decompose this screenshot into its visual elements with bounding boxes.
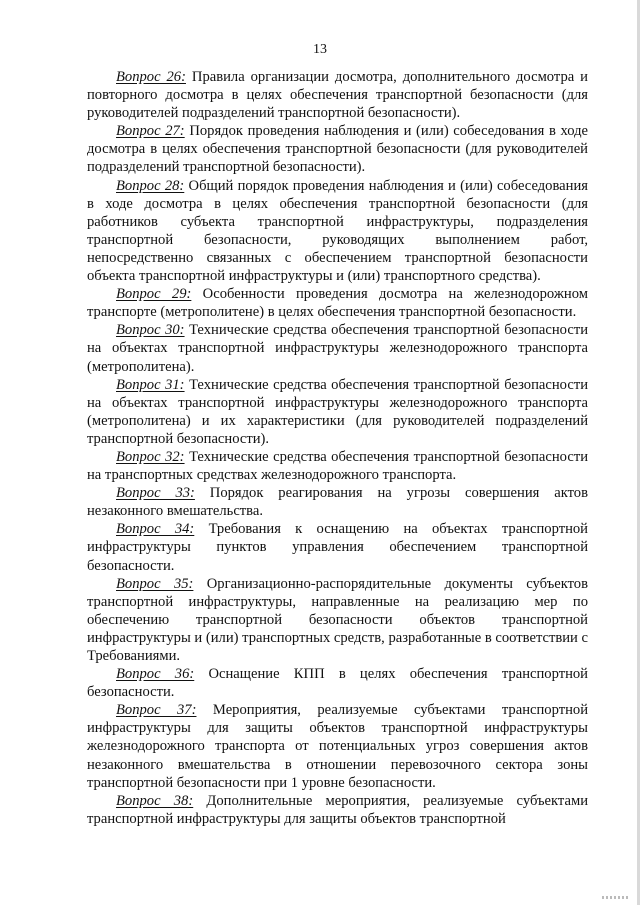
question-text: Мероприятия, реализуемые субъектами транспортной инфраструктуры для защиты объектов транспортной инфраструктуры железнодорожного транспорта от потенциальных угроз совершения актов незаконного вмешательства в отношении перевозочного сектора зоны транспортной безопасности при 1 уровне безопасности. [87, 702, 589, 791]
question-34 [87, 520, 588, 574]
question-26 [87, 68, 588, 122]
question-label: Вопрос 34: [116, 521, 195, 538]
question-text: Оснащение КПП в целях обеспечения транспортной безопасности. [87, 666, 588, 701]
question-37 [87, 701, 588, 791]
question-label: Вопрос 36: [116, 666, 195, 683]
question-text: Правила организации досмотра, дополнительного досмотра и повторного досмотра в целях обеспечения транспортной безопасности (для руководителей подразделений транспортной безопасности). [87, 69, 588, 122]
question-label: Вопрос 35: [116, 575, 194, 592]
question-label: Вопрос 27: [116, 123, 185, 140]
question-29 [87, 285, 588, 321]
question-text: Порядок реагирования на угрозы совершения актов незаконного вмешательства. [87, 485, 588, 520]
question-33 [87, 484, 588, 520]
question-27 [87, 122, 588, 176]
scan-corner-mark [602, 896, 630, 899]
question-text: Организационно-распорядительные документы субъектов транспортной инфраструктуры, направленные на реализацию мер по обеспечению транспортной безопасности объектов транспортной инфраструктуры и (или) транспортных средств, разработанные в соответствии с Требованиями. [87, 575, 588, 664]
question-label: Вопрос 38: [116, 792, 194, 809]
question-label: Вопрос 30: [116, 322, 185, 339]
question-text: Порядок проведения наблюдения и (или) собеседования в ходе досмотра в целях обеспечения транспортной безопасности (для руководителей подразделений транспортной безопасности). [87, 123, 588, 176]
question-36 [87, 665, 588, 701]
question-text: Дополнительные мероприятия, реализуемые субъектами транспортной инфраструктуры для защиты объектов транспортной [87, 792, 588, 827]
question-list [87, 68, 588, 828]
question-label: Вопрос 29: [116, 286, 192, 303]
question-35 [87, 575, 588, 665]
question-31 [87, 376, 588, 448]
question-28 [87, 177, 588, 286]
question-label: Вопрос 31: [116, 376, 185, 393]
question-label: Вопрос 37: [116, 702, 197, 719]
question-text: Особенности проведения досмотра на железнодорожном транспорте (метрополитене) в целях обеспечения транспортной безопасности. [87, 286, 588, 321]
question-text: Требования к оснащению на объектах транспортной инфраструктуры пунктов управления обеспечением транспортной безопасности. [87, 521, 588, 574]
question-text: Технические средства обеспечения транспортной безопасности на объектах транспортной инфраструктуры железнодорожного транспорта (метрополитена). [87, 322, 589, 375]
question-label: Вопрос 28: [116, 177, 185, 194]
question-label: Вопрос 32: [116, 448, 185, 465]
question-38 [87, 792, 588, 828]
page-number: 13 [313, 42, 327, 57]
question-30 [87, 321, 588, 375]
question-text: Общий порядок проведения наблюдения и (или) собеседования в ходе досмотра в целях обеспечения транспортной безопасности (для работников субъекта транспортной инфраструктуры, подразделения транспортной безопасности, руководящих выполнением работ, непосредственно связанных с обеспечением транспортной безопасности объекта транспортной инфраструктуры и (или) транспортного средства). [87, 177, 588, 285]
question-text: Технические средства обеспечения транспортной безопасности на транспортных средствах железнодорожного транспорта. [87, 448, 589, 484]
question-text: Технические средства обеспечения транспортной безопасности на объектах транспортной инфраструктуры железнодорожного транспорта (метрополитена) и их характеристики (для руководителей подразделений транспортной безопасности). [87, 376, 589, 447]
question-32 [87, 448, 588, 484]
question-label: Вопрос 26: [116, 69, 186, 85]
question-label: Вопрос 33: [116, 485, 195, 502]
